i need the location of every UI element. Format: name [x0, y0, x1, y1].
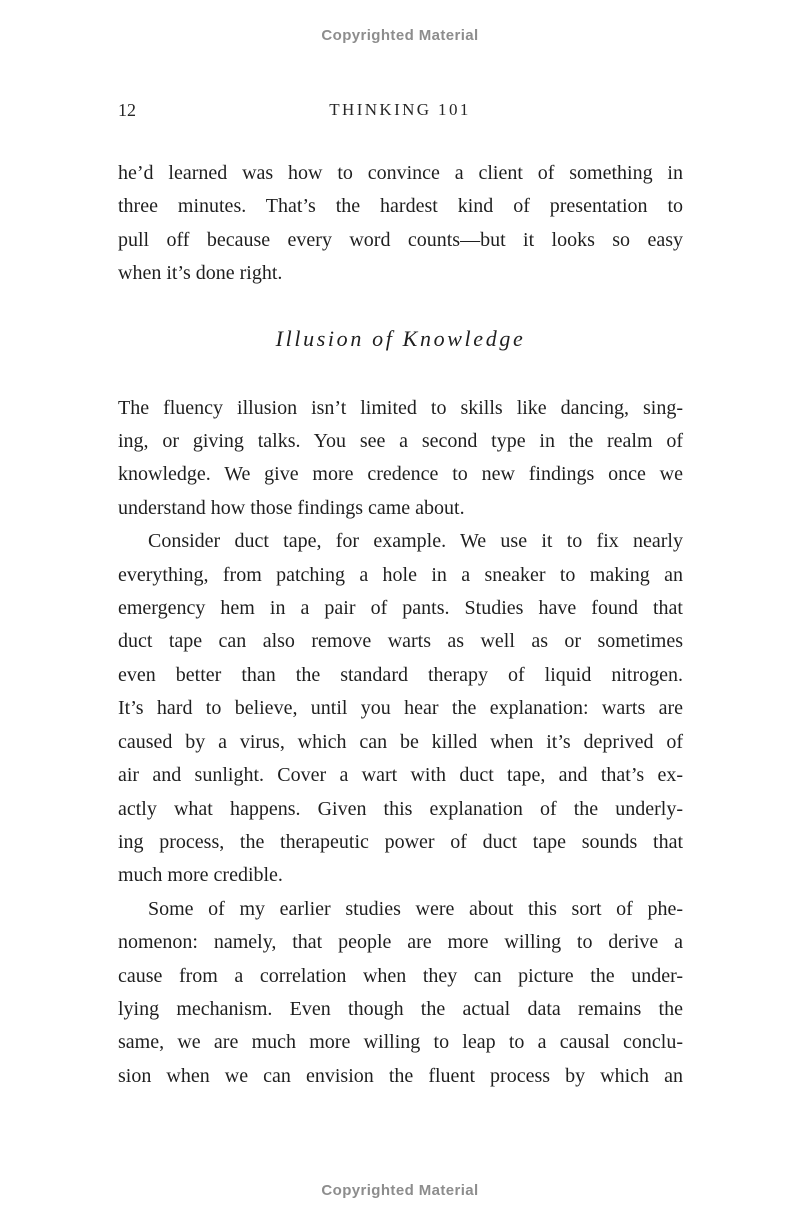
text-line: knowledge. We give more credence to new findings once we: [118, 463, 683, 486]
text-line: pull off because every word counts—but it looks so easy: [118, 228, 683, 251]
text-line: Consider duct tape, for example. We use it to fix nearly: [148, 530, 683, 553]
text-line: understand how those findings came about.: [118, 496, 465, 519]
text-line: much more credible.: [118, 864, 283, 887]
text-line: nomenon: namely, that people are more willing to derive a: [118, 931, 683, 954]
text-line: It’s hard to believe, until you hear the explanation: warts are: [118, 697, 683, 720]
section-heading: Illusion of Knowledge: [275, 325, 526, 351]
text-line: The fluency illusion isn’t limited to skills like dancing, sing-: [118, 396, 683, 419]
text-line: caused by a virus, which can be killed when it’s deprived of: [118, 730, 683, 753]
text-line: ing process, the therapeutic power of duct tape sounds that: [118, 830, 683, 853]
text-line: actly what happens. Given this explanation of the underly-: [118, 797, 683, 820]
page-number: 12: [118, 100, 136, 120]
copyright-notice-top: Copyrighted Material: [321, 27, 479, 44]
paragraph: [118, 893, 683, 1093]
text-line: even better than the standard therapy of liquid nitrogen.: [118, 663, 683, 686]
paragraph: [118, 392, 683, 526]
text-line: ing, or giving talks. You see a second type in the realm of: [118, 430, 683, 453]
running-header: THINKING 101: [329, 100, 471, 119]
paragraph: [118, 157, 683, 291]
text-line: lying mechanism. Even though the actual data remains the: [118, 997, 683, 1020]
page-header: [0, 100, 800, 124]
text-line: when it’s done right.: [118, 262, 283, 285]
paragraph: [118, 525, 683, 892]
text-line: Some of my earlier studies were about this sort of phe-: [148, 897, 683, 920]
page-body: [118, 157, 683, 1093]
text-line: emergency hem in a pair of pants. Studies have found that: [118, 597, 683, 620]
text-line: same, we are much more willing to leap to a causal conclu-: [118, 1031, 683, 1054]
copyright-notice-bottom: Copyrighted Material: [321, 1182, 479, 1199]
text-line: air and sunlight. Cover a wart with duct tape, and that’s ex-: [118, 764, 683, 787]
text-line: three minutes. That’s the hardest kind of presentation to: [118, 195, 683, 218]
text-line: sion when we can envision the fluent process by which an: [118, 1064, 683, 1087]
text-line: cause from a correlation when they can picture the under-: [118, 964, 683, 987]
text-line: duct tape can also remove warts as well as or sometimes: [118, 630, 683, 653]
text-line: he’d learned was how to convince a client of something in: [118, 162, 683, 184]
text-line: everything, from patching a hole in a sneaker to making an: [118, 563, 683, 586]
